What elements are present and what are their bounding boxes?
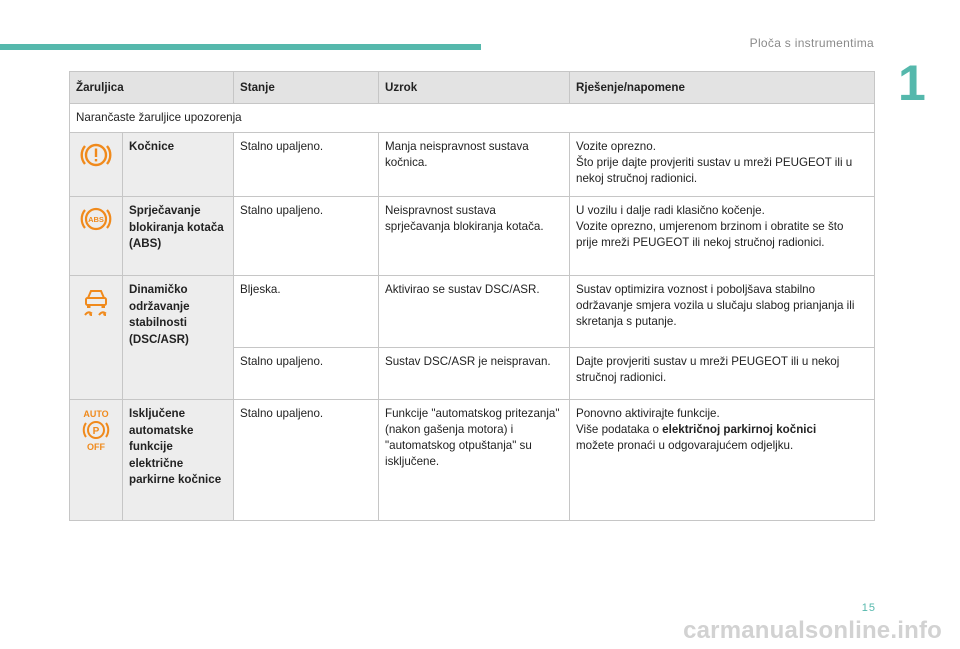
table-row — [70, 400, 875, 521]
svg-text:OFF: OFF — [87, 442, 105, 452]
table-row — [70, 197, 875, 276]
lamp-solution: Vozite oprezno. Što prije dajte provjeriti sustav u mreži PEUGEOT ili u nekoj stručnoj radionici. — [570, 133, 875, 197]
svg-text:P: P — [92, 426, 100, 437]
lamp-state: Stalno upaljeno. — [234, 133, 379, 197]
auto-parking-brake-off-icon — [70, 400, 123, 521]
lamp-name: Isključene automatske funkcije električne parkirne kočnice — [123, 400, 234, 521]
lamp-name: Dinamičko održavanje stabilnosti (DSC/ASR) — [123, 276, 234, 400]
chapter-number: 1 — [898, 55, 926, 111]
dsc-asr-icon — [70, 276, 123, 400]
column-header-solution: Rješenje/napomene — [570, 72, 875, 104]
lamp-cause: Manja neispravnost sustava kočnica. — [379, 133, 570, 197]
lamp-state: Stalno upaljeno. — [234, 348, 379, 400]
abs-warning-icon — [70, 197, 123, 276]
column-header-lamp: Žaruljica — [70, 72, 234, 104]
lamp-state: Stalno upaljeno. — [234, 400, 379, 521]
lamp-cause: Aktivirao se sustav DSC/ASR. — [379, 276, 570, 348]
lamp-cause: Funkcije "automatskog pritezanja" (nakon gašenja motora) i "automatskog otpuštanja" su isključene. — [379, 400, 570, 521]
lamp-state: Stalno upaljeno. — [234, 197, 379, 276]
header-accent-bar — [0, 44, 481, 50]
watermark: carmanualsonline.info — [683, 617, 942, 644]
lamp-name: Sprječavanje blokiranja kotača (ABS) — [123, 197, 234, 276]
lamp-solution — [570, 400, 875, 521]
table-header-row — [70, 72, 875, 104]
warning-lights-table — [69, 71, 875, 521]
lamp-cause: Neispravnost sustava sprječavanja blokiranja kotača. — [379, 197, 570, 276]
solution-text: Ponovno aktivirajte funkcije. Više podataka o — [576, 407, 720, 436]
table-row — [70, 276, 875, 348]
section-row — [70, 104, 875, 133]
solution-bold-reference: električnoj parkirnoj kočnici — [662, 423, 817, 436]
table-row — [70, 133, 875, 197]
page-header-title: Ploča s instrumentima — [749, 36, 874, 50]
solution-text: možete pronaći u odgovarajućem odjeljku. — [576, 439, 794, 452]
lamp-state: Bljeska. — [234, 276, 379, 348]
brake-warning-icon — [70, 133, 123, 197]
lamp-cause: Sustav DSC/ASR je neispravan. — [379, 348, 570, 400]
lamp-name: Kočnice — [123, 133, 234, 197]
section-title: Narančaste žaruljice upozorenja — [70, 104, 875, 133]
column-header-state: Stanje — [234, 72, 379, 104]
svg-text:AUTO: AUTO — [83, 409, 109, 419]
lamp-solution: Dajte provjeriti sustav u mreži PEUGEOT ili u nekoj stručnoj radionici. — [570, 348, 875, 400]
page-number: 15 — [861, 602, 876, 614]
lamp-solution: U vozilu i dalje radi klasično kočenje. Vozite oprezno, umjerenom brzinom i obratite se što prije mreži PEUGEOT ili nekoj stručnoj radionici. — [570, 197, 875, 276]
svg-text:ABS: ABS — [88, 215, 104, 224]
column-header-cause: Uzrok — [379, 72, 570, 104]
lamp-solution: Sustav optimizira voznost i poboljšava stabilno održavanje smjera vozila u slučaju slabog prianjanja ili skretanja s putanje. — [570, 276, 875, 348]
